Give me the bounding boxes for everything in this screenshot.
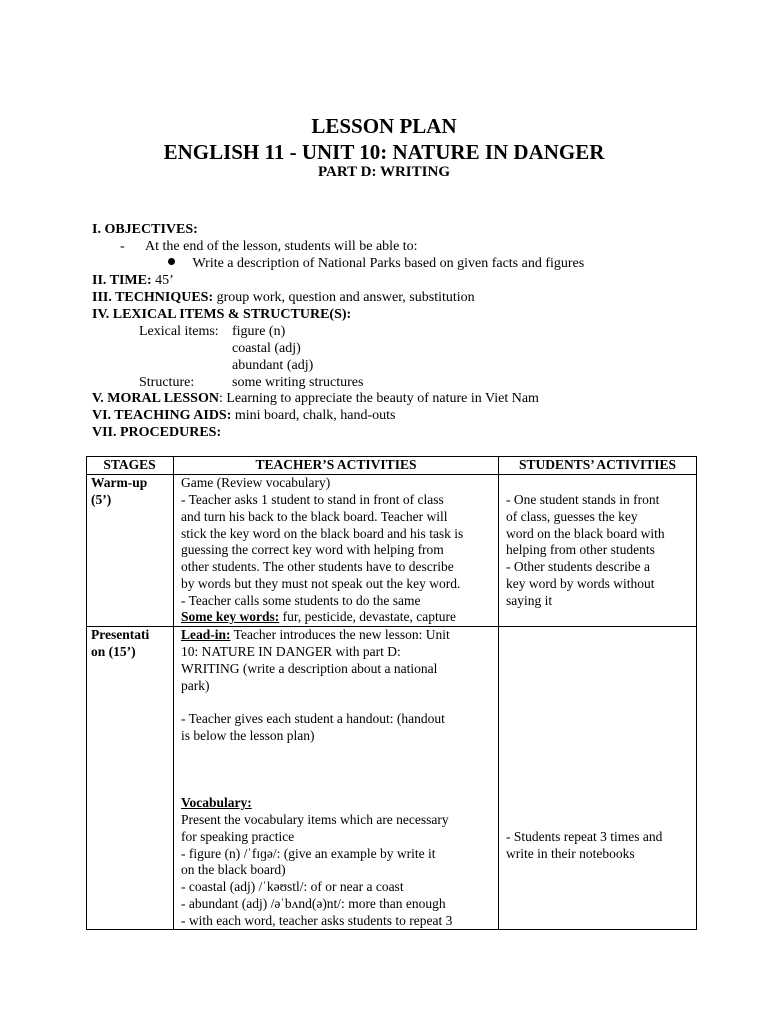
objectives-bullet-item [168, 256, 584, 272]
handout-line: - Teacher gives each student a handout: (handout [181, 711, 445, 726]
warmup-teacher-line: - Teacher asks 1 student to stand in front of class [181, 492, 444, 507]
leadin-line: park) [181, 678, 210, 693]
warmup-keywords [181, 609, 456, 626]
table-border-left [86, 456, 87, 930]
table-border-right [696, 456, 697, 930]
vocab-line: - abundant (adj) /əˈbʌnd(ə)nt/: more than enough [181, 896, 446, 911]
techniques-line [92, 290, 475, 306]
warmup-student-line: saying it [506, 593, 553, 608]
lexical-label: IV. LEXICAL ITEMS & STRUCTURE(S): [92, 307, 352, 322]
warmup-student-line: word on the black board with [506, 526, 665, 541]
vocab-line: Present the vocabulary items which are necessary [181, 812, 449, 827]
column-divider [173, 456, 174, 930]
header-teacher: TEACHER’S ACTIVITIES [255, 457, 417, 472]
lexical-items-label: Lexical items: [139, 324, 219, 339]
warmup-student-line: of class, guesses the key [506, 509, 638, 524]
handout-line: is below the lesson plan) [181, 728, 315, 743]
objectives-intro: At the end of the lesson, students will be able to: [145, 239, 418, 254]
objectives-dash: - [120, 239, 125, 254]
stage-presentation: Presentati [91, 627, 150, 642]
page-title: LESSON PLAN [311, 114, 457, 138]
moral-value: : Learning to appreciate the beauty of nature in Viet Nam [218, 391, 539, 406]
lexical-heading [92, 307, 351, 323]
objectives-label: I. OBJECTIVES: [92, 222, 198, 237]
column-divider [498, 456, 499, 930]
aids-label: VI. TEACHING AIDS: [92, 408, 232, 423]
warmup-teacher-line: other students. The other students have to describe [181, 559, 454, 574]
warmup-teacher-line: by words but they must not speak out the key word. [181, 576, 461, 591]
procedures-table [86, 456, 697, 930]
presentation-student-line: write in their notebooks [506, 846, 635, 861]
warmup-student-line: - One student stands in front [506, 492, 660, 507]
objectives-heading [92, 222, 198, 238]
warmup-student-line: - Other students describe a [506, 559, 650, 574]
leadin-line: WRITING (write a description about a national [181, 661, 438, 676]
structure-label: Structure: [139, 375, 195, 390]
aids-value: mini board, chalk, hand-outs [231, 408, 396, 423]
time-line [92, 273, 174, 289]
stage-presentation-time: on (15’) [91, 644, 136, 659]
techniques-value: group work, question and answer, substitution [213, 290, 475, 305]
bullet-icon [168, 258, 175, 265]
warmup-student-line: helping from other students [506, 542, 655, 557]
time-label: II. TIME: [92, 273, 152, 288]
procedures-heading [92, 425, 221, 441]
warmup-teacher-line: Game (Review vocabulary) [181, 475, 331, 490]
leadin-text: Teacher introduces the new lesson: Unit [230, 627, 450, 642]
page-subtitle: ENGLISH 11 - UNIT 10: NATURE IN DANGER [163, 140, 605, 164]
presentation-student-line: - Students repeat 3 times and [506, 829, 663, 844]
procedures-label: VII. PROCEDURES: [92, 425, 222, 440]
structure-value: some writing structures [232, 375, 364, 390]
leadin-label: Lead-in: [181, 627, 231, 642]
warmup-teacher-line: and turn his back to the black board. Teacher will [181, 509, 448, 524]
warmup-teacher-line: guessing the correct key word with helping from [181, 542, 444, 557]
stage-warmup: Warm-up [91, 475, 148, 490]
time-value: 45’ [151, 273, 174, 288]
header-divider [86, 474, 697, 475]
keywords-value: fur, pesticide, devastate, capture [279, 609, 457, 624]
warmup-teacher-line: stick the key word on the black board and his task is [181, 526, 464, 541]
part-title: PART D: WRITING [318, 164, 450, 180]
leadin-line: 10: NATURE IN DANGER with part D: [181, 644, 401, 659]
leadin-line [181, 627, 450, 644]
lexical-item: coastal (adj) [232, 341, 301, 356]
keywords-label: Some key words: [181, 609, 280, 624]
stage-warmup-time: (5’) [91, 492, 112, 507]
vocab-label: Vocabulary: [181, 795, 252, 810]
warmup-teacher-line: - Teacher calls some students to do the same [181, 593, 421, 608]
lexical-item: abundant (adj) [232, 358, 314, 373]
vocab-line: - coastal (adj) /ˈkəʊstl/: of or near a coast [181, 879, 404, 894]
warmup-student-line: key word by words without [506, 576, 655, 591]
vocab-line: for speaking practice [181, 829, 295, 844]
objectives-bullet-text: Write a description of National Parks based on given facts and figures [192, 256, 585, 271]
header-students: STUDENTS’ ACTIVITIES [519, 457, 676, 472]
lexical-item: figure (n) [232, 324, 286, 339]
vocab-line: on the black board) [181, 862, 286, 877]
moral-label: V. MORAL LESSON [92, 391, 219, 406]
techniques-label: III. TECHNIQUES: [92, 290, 214, 305]
aids-line [92, 408, 395, 424]
header-stages: STAGES [103, 457, 156, 472]
vocab-line: - with each word, teacher asks students to repeat 3 [181, 913, 453, 928]
vocab-line: - figure (n) /ˈfɪɡə/: (give an example by write it [181, 846, 436, 861]
moral-line [92, 391, 539, 407]
